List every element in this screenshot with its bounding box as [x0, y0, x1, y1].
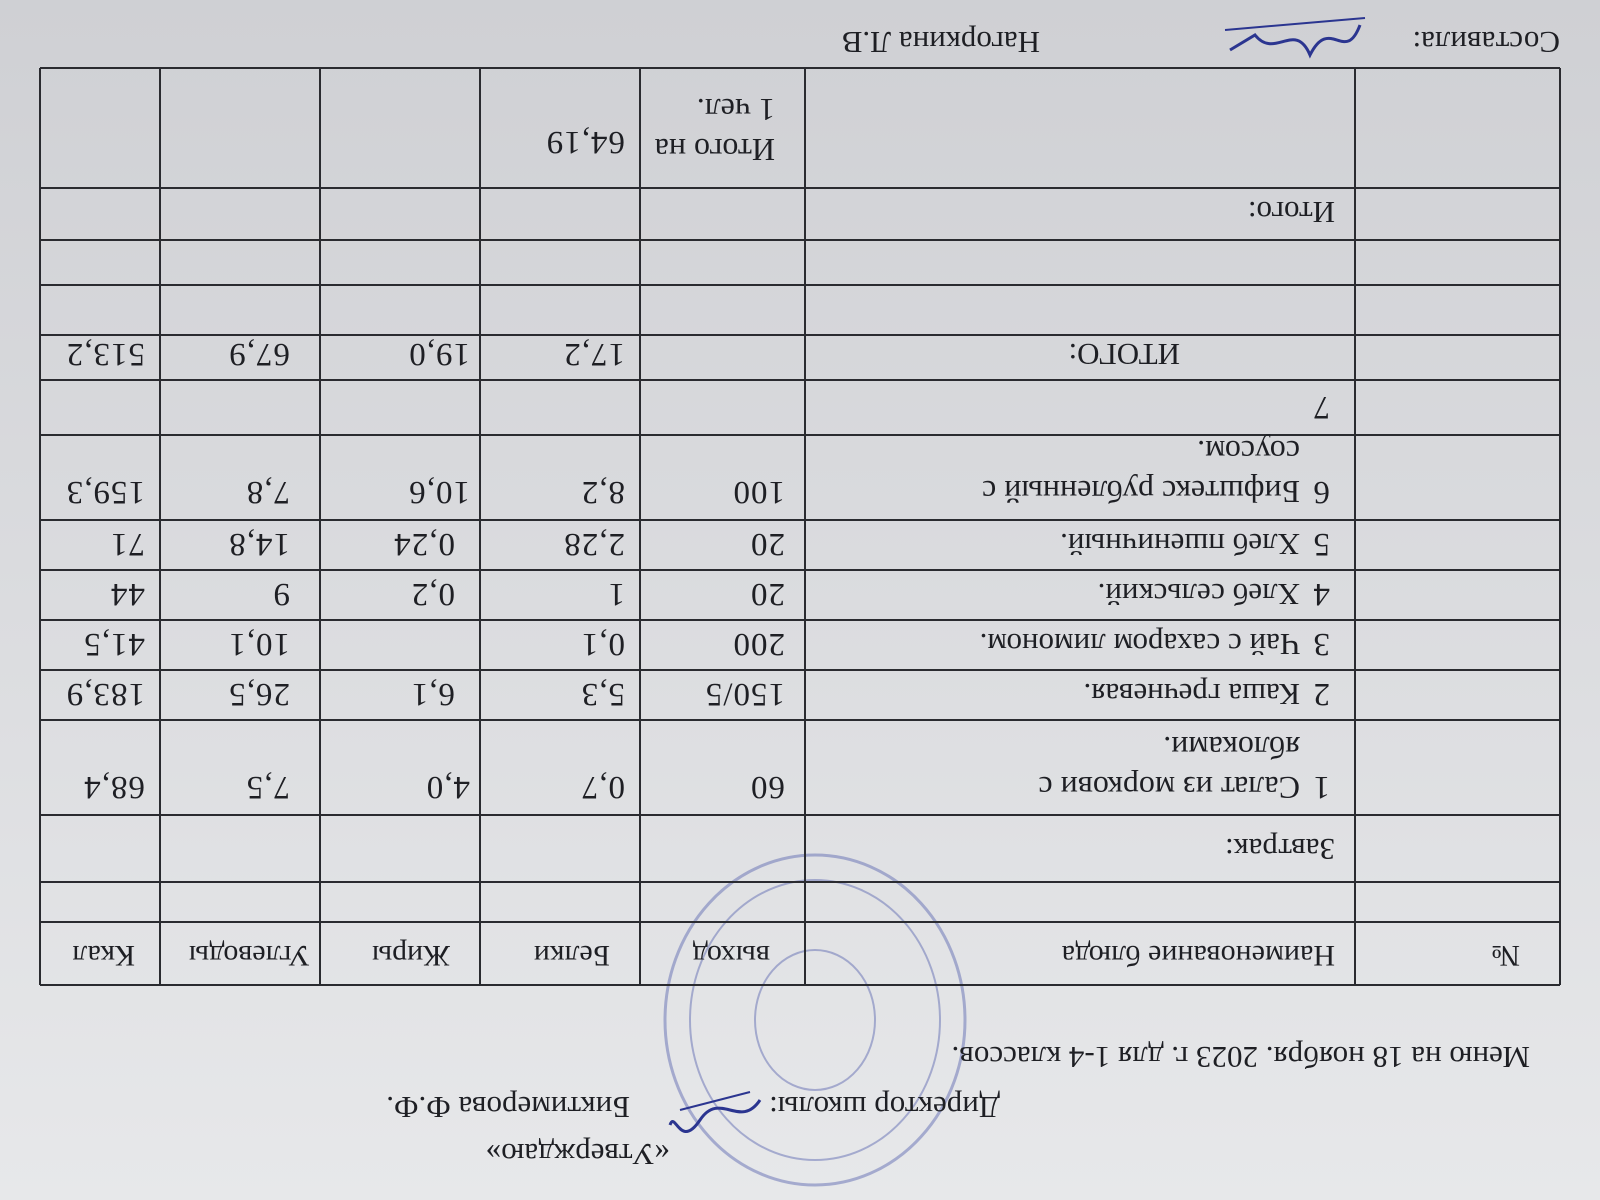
- row-1-fats: 4,0: [425, 769, 470, 805]
- row-6-number: 6: [1312, 474, 1330, 510]
- row-3-number: 3: [1312, 626, 1330, 662]
- row-2-proteins: 5,3: [580, 676, 625, 712]
- col-header-output: выход: [692, 939, 770, 972]
- row-2-carbs: 26,5: [228, 676, 290, 712]
- col-header-kcal: Ккал: [72, 939, 135, 972]
- menu-title: Меню на 18 ноября. 2023 г. для 1-4 классов.: [951, 1040, 1530, 1075]
- row-2-output: 150/5: [704, 676, 785, 712]
- row-5-fats: 0,24: [393, 526, 455, 562]
- row-2-kcal: 183,9: [65, 676, 145, 712]
- per-person-label: Итого на 1 чел.: [654, 92, 775, 168]
- row-3-proteins: 0,1: [580, 626, 625, 662]
- row-6-output: 100: [732, 474, 785, 510]
- row-1-output: 60: [750, 769, 785, 805]
- row-6-proteins: 8,2: [580, 474, 625, 510]
- total-label: Итого:: [1247, 195, 1335, 230]
- director-name: Биктимерова Ф.Ф.: [386, 1090, 630, 1125]
- row-6-carbs: 7,8: [245, 474, 290, 510]
- row-5-number: 5: [1312, 526, 1330, 562]
- row-4-fats: 0,2: [410, 576, 455, 612]
- row-1-number: 1: [1312, 769, 1330, 805]
- col-header-dish-name: Наименование блюда: [1061, 939, 1335, 972]
- row-2-fats: 6,1: [410, 676, 455, 712]
- row-5-output: 20: [750, 526, 785, 562]
- total-caps-label: ИТОГО:: [1068, 337, 1180, 372]
- col-header-fats: Жиры: [371, 939, 450, 972]
- total-carbs: 67,9: [228, 336, 290, 372]
- row-3-output: 200: [732, 626, 785, 662]
- row-1-name: Салат из моркови с яблоками.: [1038, 730, 1300, 806]
- row-4-name: Хлеб сельский.: [1097, 577, 1300, 612]
- approval-heading: «Утверждаю»: [485, 1137, 670, 1172]
- row-6-kcal: 159,3: [65, 474, 145, 510]
- total-kcal: 513,2: [65, 336, 145, 372]
- row-4-kcal: 44: [110, 576, 145, 612]
- row-5-name: Хлеб пшеничный.: [1060, 527, 1300, 562]
- row-2-number: 2: [1312, 676, 1330, 712]
- col-header-proteins: Белки: [533, 939, 610, 972]
- row-5-kcal: 71: [110, 526, 145, 562]
- row-6-fats: 10,6: [408, 474, 470, 510]
- compiler-name: Нагоркина Л.В: [841, 25, 1040, 60]
- row-2-name: Каша гречневая.: [1083, 677, 1300, 712]
- total-proteins: 17,2: [563, 336, 625, 372]
- row-3-carbs: 10,1: [228, 626, 290, 662]
- row-5-carbs: 14,8: [228, 526, 290, 562]
- row-3-kcal: 41,5: [83, 626, 145, 662]
- row-4-carbs: 9: [272, 576, 290, 612]
- row-1-proteins: 0,7: [580, 769, 625, 805]
- row-1-kcal: 68,4: [83, 769, 145, 805]
- compiled-by-label: Составила:: [1412, 25, 1560, 60]
- row-5-proteins: 2,28: [563, 526, 625, 562]
- row-1-carbs: 7,5: [245, 769, 290, 805]
- row-4-output: 20: [750, 576, 785, 612]
- total-fats: 19,0: [408, 336, 470, 372]
- row-7-number: 7: [1312, 389, 1330, 425]
- section-breakfast: Завтрак:: [1224, 832, 1335, 867]
- per-person-value: 64,19: [545, 124, 625, 160]
- row-3-name: Чай с сахаром лимоном.: [979, 627, 1300, 662]
- row-6-name: Бифштекс рубленный с соусом.: [982, 434, 1300, 510]
- row-4-number: 4: [1312, 576, 1330, 612]
- director-label: Директор школы:: [769, 1090, 1000, 1125]
- compiler-signature-icon: [1220, 10, 1370, 70]
- col-header-carbs: Углеводы: [188, 939, 310, 972]
- row-4-proteins: 1: [607, 576, 625, 612]
- col-header-number: №: [1491, 939, 1520, 972]
